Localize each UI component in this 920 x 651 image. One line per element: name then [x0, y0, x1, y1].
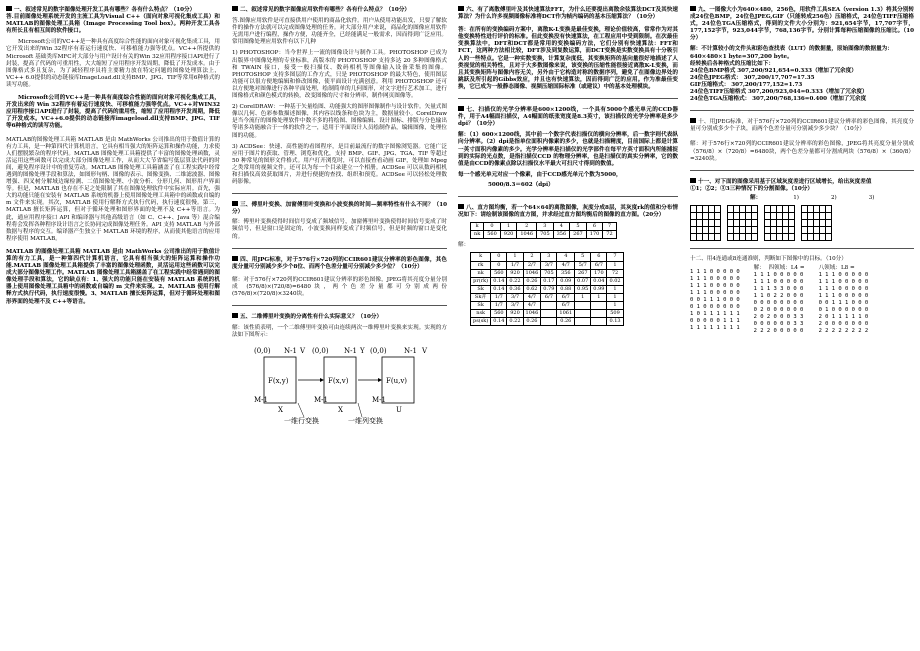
table-cell — [575, 318, 591, 326]
grid-cell — [752, 205, 758, 212]
square-bullet-icon — [690, 118, 696, 123]
grid-row — [728, 226, 758, 233]
region-label-1: 1) — [793, 194, 799, 201]
table-row — [471, 269, 624, 277]
question-4-title — [232, 256, 447, 271]
table-cell: 3/7 — [507, 302, 523, 310]
question-1-text: 一、叙述常见的数字图像处理开发工具有哪些？各有什么特点？（10分） — [14, 7, 196, 13]
question-8-solve-label: 解： — [458, 242, 470, 249]
table-row — [471, 318, 624, 326]
question-7-text: 七、扫描仪的光学分辨率是600×1200线，一个具有5000个感光单元的CCD器件，用于A4幅面扫描仪，A4幅面的纸张宽度是8.3英寸，该扫描仪的光学分辨率是多少dpi？（10分） — [458, 107, 678, 128]
label-top-n1: N-1 — [284, 347, 297, 356]
grid-cell — [752, 226, 758, 233]
grid-row — [765, 219, 795, 226]
table-cell: 0 — [484, 223, 501, 231]
equalization-table — [470, 252, 624, 326]
region-grid — [764, 205, 795, 241]
label-top-n1-right: N-1 — [404, 347, 417, 356]
question-9-line-2: 24位色JPEG格式： 307,200/17,707=17.35 — [690, 74, 815, 81]
table-cell: rk — [471, 261, 491, 269]
label-m1-left: M-1 — [254, 396, 268, 405]
grid-row — [691, 226, 721, 233]
question-1-matlab: MATLAB的图像处理工具箱 MATLAB 是由 MathWorks 公司推出的用于数值计算的有力工具，是一种第四代计算机语言，它具有相当强大的矩阵运算和操作功能，力求使人们摆脱繁杂的程序代码。MATLAB 图像处理工具箱提供了丰富的图像处理函数，灵活运用这些函数可以完成大部分图像处理工作，从而大大节省编写低层算法代码的时间，避免程序设计中的重复劳动。MATLAB 图像处理工具箱涵盖了在工程实践中经常遇到的图像处理手段和算法，如图形句柄、图像的表示、图像变换、二维滤波器、图像增强、四叉树分解域边缘检测、二值图像处理、小波分析、分形几何、图形用户界面等。但是，MATLAB 也存在不足之处限制了其在图像处理软件中实际应用。首先，强大的功能只能在安装有 MATLAB 系统的机器上使用图像处理工具箱中的函数或自编的 m 文件来实现。其次，MATLAB 使用行解释方式执行代码，执行速度很慢。第三，MATLAB 擅长矩阵运算，但对于循环处理和图形界面的处理不及 C++等语言。为此，通应用程序接口 API 和编译器与其他高级语言（如 C、C++、Java 等）混合编程将会发挥各种程序设计语言之长协同完成图像处理任务。API 支持 MATLAB 与外部数据与程序的交互。编译器产生独立于 MATLAB 环境的程序，从而使其他语言的应用程序使用 MATLAB。 — [6, 136, 220, 242]
question-9-answer-2: 640×480×1 byte=307,200 byte。 — [690, 53, 793, 60]
grid-cell — [826, 212, 832, 219]
table-cell: Sk — [471, 285, 491, 293]
table-cell: 0.22 — [507, 277, 523, 285]
table-cell: 0.79 — [541, 285, 557, 293]
table-row — [471, 302, 624, 310]
table-cell: 5/7 — [575, 261, 591, 269]
table-cell — [575, 310, 591, 318]
label-u: U — [396, 406, 402, 415]
square-bullet-icon — [232, 256, 238, 261]
table-cell — [591, 318, 607, 326]
question-10-text: 十、用JPEG标准，对于576行×720列的CCIR601建议分辨率的彩色图像，其亮度分量可分别成多少个子块，而两个色差分量可分别减少多少块？（10分） — [690, 119, 914, 133]
table-cell: 1 — [607, 285, 623, 293]
table-cell: 3 — [541, 253, 557, 261]
table-cell: 1046 — [523, 310, 541, 318]
table-cell: 0.88 — [557, 285, 575, 293]
separability-diagram — [232, 345, 447, 428]
table-cell: 0.22 — [507, 318, 523, 326]
table-cell: 1 — [607, 261, 623, 269]
table-cell: 0.14 — [491, 318, 507, 326]
region-label-3: 3) — [868, 194, 875, 201]
question-9-line-4: 24位色TIFF压缩格式 307,200/923,044=0.333（增加了冗余度） — [690, 89, 868, 96]
table-cell: 1/7 — [507, 261, 523, 269]
grid-cell — [789, 226, 795, 233]
table-cell: 0.14 — [491, 277, 507, 285]
table-cell: 0.36 — [507, 285, 523, 293]
gray-level-table — [470, 222, 617, 239]
grid-cell — [715, 205, 721, 212]
region-label-2: 2) — [830, 194, 837, 201]
grid-row — [802, 226, 832, 233]
table-cell — [541, 302, 557, 310]
question-6-text: 六、有了离散傅里叶及其快速算法FFT，为什么还要提出离散余弦算法DCT及其快速算法？为什么许多视频图像标准将DCT作为帧内编码的基本压缩算法？（10分） — [458, 7, 678, 21]
table-cell: 560 — [491, 310, 507, 318]
divider — [232, 248, 447, 249]
table-cell: 356 — [557, 269, 575, 277]
grid-row — [728, 205, 758, 212]
question-2-intro: 答.图像应用软件是可直接供用户使用的商品化软件。用户从使用功能出发，只要了解软件的操作方法就可以完成图像处理的任务。对大部分用户来说，商品化的图像应用软件无需用户进行编程，操作方便，功能齐全，已经能满足一般需求，因而得到广泛应用。常用图像处理应用软件有以下几种 — [232, 18, 447, 46]
table-row — [471, 277, 624, 285]
table-cell: 4/7 — [523, 293, 541, 301]
grid-row — [765, 233, 795, 240]
table-cell: 1/7 — [491, 302, 507, 310]
table-cell: 509 — [607, 310, 623, 318]
label-top-mid-origin: (0,0) — [312, 347, 329, 356]
grid-row — [765, 226, 795, 233]
question-11-labels — [690, 195, 914, 202]
table-cell: 6/7 — [557, 293, 575, 301]
label-fxy: F(x,y) — [268, 377, 289, 386]
question-9-line-5: 24位色TGA压缩格式： 307,200/768,136=0.400（增加了冗余度 — [690, 96, 867, 103]
question-5-text: 五、二维傅里叶变换的分离性有什么实际意义？（10分） — [240, 314, 383, 321]
label-x-left: X — [278, 406, 283, 415]
square-bullet-icon — [458, 6, 464, 11]
question-8-text: 八、直方图均衡，若一个64×64的离散图像，灰度分成8层，其灰度rk的值和分布情况如下：请绘制该图像的直方图，并求经过直方图均衡后的图像的直方图。（20分） — [458, 204, 678, 219]
question-3-text: 三、傅里叶变换、加窗傅里叶变换和小波变换的时间—频率特性有什么不同？（10 分） — [232, 202, 447, 216]
l8-block — [819, 265, 869, 335]
table-cell: 3 — [537, 223, 554, 231]
grid-cell — [826, 226, 832, 233]
column-1 — [6, 6, 220, 306]
grid-row — [728, 233, 758, 240]
grid-cell — [715, 219, 721, 226]
question-2-title — [232, 6, 447, 14]
table-cell — [541, 310, 557, 318]
table-cell: 705 — [537, 231, 554, 239]
question-4-text: 四、用JPG标准，对于576行×720列的CCIR601建议分辨率的彩色图像，其色度分量可分别减少多少个8位、而两个色差分量可分别减少多少位？（10分） — [232, 256, 447, 270]
grid-row — [802, 233, 832, 240]
table-cell: 267 — [575, 269, 591, 277]
question-6-answer: 答：在所有的变换编码方案中，离散K-L变换是最佳变换，理论价值较高，常常作为对其他变换特性进行评价的标准。但此变换没有快速算法，在工程应用中受到限制。在次最佳变换算法中，DFT和DCT都是常用的变换编码方法，它们分别有快速算法：FFT和FCT，这两种方法相比较，DFT涉及到复数运算，而DCT变换是实数变换具有十分吸引人的一些特点。它是一种实数变换，计算复杂度低，其变换矩阵的基向量很好地描述了人类视觉的相关特性，且对于大多数图像来说，该变换的压缩性能很接近离散K-L变换，而且其变换矩阵与图像内容无关，另外由于它构造对称的数据序列，避免了在图像边界处的跳跃及所引起的Gibbs效应，并且也有快速算法，因而得到广泛的应用。作为准最佳变换，它已成为一般静态图像、视频压缩国际标准（或建议）中的基本处理模块。 — [458, 27, 678, 90]
table-cell: ps(sk) — [471, 318, 491, 326]
table-cell: 0.26 — [523, 318, 541, 326]
question-10-answer: 解：对于576行×720列的CCIR601建议分辨率的彩色图像，JPEG将其亮度分量分别成（576/8）×（720/8）=6480块，两个色差分量都可分割成两块（576/8）×（360/8）=3240块。 — [690, 141, 914, 162]
table-cell: 5 — [570, 223, 587, 231]
caption-column-transform: 一维列变换 — [348, 417, 383, 426]
table-cell: k — [471, 223, 484, 231]
l8-matrix: 1 1 1 0 0 0 0 0 1 1 1 0 0 0 0 0 1 1 1 0 0 0 0 0 1 1 1 0 0 0 0 0 0 0 1 1 1 0 0 0 0 1 0 0 0 0 0 0 2 0 1 1 1 1 1 0 2 0 0 0 0 0 0 0 2 2 2 2 2 2 2 2 — [818, 272, 869, 335]
l4-matrix: 1 1 1 0 0 0 0 0 1 1 1 0 0 0 0 0 1 1 1 3 3 0 0 0 1 1 0 2 2 0 0 0 0 0 0 0 0 0 0 0 0 2 0 0 0 0 0 0 2 0 2 0 0 0 3 3 0 0 0 0 0 0 3 3 2 2 2 0 0 0 0 0 — [753, 272, 804, 335]
table-cell: 1 — [500, 223, 517, 231]
table-cell: 6/7 — [591, 261, 607, 269]
table-cell: 560 — [484, 231, 501, 239]
divider — [458, 196, 678, 197]
table-cell: 920 — [507, 269, 523, 277]
question-1-matlab-bold: MATLAB 的图像处理工具箱 MATLAB 是由 MathWorks 公司推出的用于数值计算的有力工具，是一种第四代计算机语言，它具有相当强大的矩阵运算和操作功能.MATLAB 图像处理工具箱提供了丰富的图像处理函数，灵活运用这些函数可以完成大部分图像处理工作。MATLAB 图像处理工具箱涵盖了在工程实践中经常遇到的图像处理手段和算法，它的缺点有：1、强大的功能只能在安装有 MATLAB 系统的机器上使用图像处理工具箱中的函数或自编的 m 文件来实现。2、MATLAB 使用行解释方式执行代码，执行速度很慢。3、MATLAB 擅长矩阵运算，但对于循环处理和图形界面的处理不及 C++等语言。 — [6, 248, 220, 305]
table-cell: 4/7 — [557, 261, 575, 269]
table-cell: 0.09 — [557, 277, 575, 285]
table-cell: 0.26 — [523, 277, 541, 285]
question-2-text: 二、叙述常见的数字图像应用软件有哪些？各有什么特点？（10分） — [240, 7, 411, 13]
table-cell: 0.17 — [541, 277, 557, 285]
table-cell: 705 — [541, 269, 557, 277]
label-top-n1-mid: N-1 — [344, 347, 357, 356]
grid-row — [802, 205, 832, 212]
table-row — [471, 261, 624, 269]
question-12-title: 十二、用4连通或8连通准则，判断如下图像中的目标。（10分） — [690, 255, 847, 262]
grid-row — [802, 212, 832, 219]
label-top-v1: V — [300, 347, 306, 356]
grid-row — [765, 212, 795, 219]
table-cell: 0.14 — [491, 285, 507, 293]
square-bullet-icon — [690, 6, 696, 11]
table-cell: 920 — [500, 231, 517, 239]
question-9-answer-1: 解：不计算较小的文件头和彩色查找表（LUT）的数据量，原始图像的数据量为： — [690, 46, 893, 53]
table-cell: nsk — [471, 310, 491, 318]
divider — [232, 305, 447, 306]
divider — [232, 193, 447, 194]
l4-title: 四领域：L4 = — [768, 265, 805, 272]
question-9-text: 九、一图像大小为640×480，256色，用软件工具SEA（version 1.3）将其分别转成24位色BMP，24位色JPEG,GIF（只能转成256色）压缩格式，24位色TIFF压缩格式，24位色TGA压缩格式，得到的文件大小分别为：921,654字节，17,707字节，177,152字节，923,044字节，768,136字节。分别计算每种压缩图像的压缩比。（10分） — [690, 7, 914, 42]
table-cell: 0.02 — [607, 277, 623, 285]
table-cell: 6 — [586, 223, 603, 231]
divider — [690, 170, 914, 171]
table-cell: 72 — [603, 231, 616, 239]
table-cell — [575, 302, 591, 310]
arrow-2-head-icon — [378, 378, 382, 382]
divider — [690, 248, 914, 249]
table-cell: 0 — [491, 253, 507, 261]
column-2 — [232, 6, 447, 428]
question-9-line-1: 24位色BMP格式 307,200/921,654=0.333（增加了冗余度） — [690, 67, 857, 74]
separability-diagram-svg — [232, 345, 442, 425]
grid-cell — [752, 212, 758, 219]
table-cell: 0.99 — [591, 285, 607, 293]
table-cell: 267 — [570, 231, 587, 239]
table-cell: 170 — [586, 231, 603, 239]
divider — [690, 110, 914, 111]
grid-cell — [715, 233, 721, 240]
question-2-acdsee: 3) ACDSee：快速、高性能的看图程序，是目前最流行的数字图像浏览器。它能广泛应用于图片的获取、管理、浏览和优化，支持 BMP、GIF、JPG、TGA、TIF 等超过 50 种常见的图形文件格式。用户打开浏览时，可以直接查看动画 GIF，处理如 Mpeg 之类常用的视频文件。还可以为每一个目录建立一个相册。ACDSee 可以从数码相机和扫描仪高效获取图片，并进行便捷的查找、组织和预览。ACDSee 可以轻松处理数码影像。 — [232, 143, 447, 186]
table-cell: nk — [471, 231, 484, 239]
question-7-title — [458, 106, 678, 128]
question-3-title — [232, 201, 447, 216]
region-grid — [801, 205, 832, 241]
question-11-title — [690, 178, 914, 186]
table-cell: nk — [471, 269, 491, 277]
table-cell: 72 — [607, 269, 623, 277]
table-cell: 1 — [607, 302, 623, 310]
grid-row — [802, 219, 832, 226]
table-row — [471, 253, 624, 261]
grid-cell — [826, 219, 832, 226]
table-row — [471, 293, 624, 301]
table-cell: 920 — [507, 310, 523, 318]
table-row — [471, 223, 617, 231]
grid-row — [728, 212, 758, 219]
table-cell: 1 — [575, 293, 591, 301]
question-8-title — [458, 204, 678, 219]
square-bullet-icon — [458, 106, 464, 111]
table-cell — [591, 310, 607, 318]
square-bullet-icon — [690, 178, 696, 183]
table-cell: 0.62 — [523, 285, 541, 293]
question-9-title — [690, 6, 914, 42]
l4-block — [754, 265, 805, 335]
column-3 — [458, 6, 678, 329]
caption-pointer-right — [358, 403, 362, 417]
label-top-right-origin: (0,0) — [370, 347, 387, 356]
question-9-line-3: GIF压缩格式： 307,200/177,152=1.73 — [690, 81, 803, 88]
table-cell — [591, 302, 607, 310]
table-row — [471, 285, 624, 293]
question-2-coreldraw: 2) CorelDRAW：一种基于矢量绘图、功能强大的图形图像制作与设计软件。矢量式图像以几何、色彩参数描述图像，其内容以线条和色块为主，数据量较小。CorelDraw 是当今流行的图像处理软件中数不多的将绘图、图像编辑、设计图标、排版与分色输出等诸多功能融合于一体的软件之一，适用于平面设计人员绘制作品，编辑图像，处理位图的功能。 — [232, 104, 447, 139]
grid-cell — [789, 205, 795, 212]
question-1-vc-bold: Microsoft公司的VC++是一种具有高度综合性能的面向对象可视化集成工具，开发出来的 Win 32程序有着运行速度快、可移植能力强等优点。VC++对WIN32应用程序接口API进行了封装，提高了代码的重用性，缩短了应用程序开发周期，降低了开发成本。VC++6.0提供的动态链接库imageload.dll支持BMP、JPG、TIF等6种格式的读写功能。 — [6, 95, 220, 130]
table-cell: 7 — [607, 253, 623, 261]
grid-cell — [789, 212, 795, 219]
table-cell: 0.26 — [557, 318, 575, 326]
region-grid — [727, 205, 758, 241]
table-cell: 1046 — [517, 231, 537, 239]
question-4-answer: 解：对于576行×720列的CCIR601建议分辨率的彩色图像，JPEG将其亮度分量分别成 (576/8)×(720/8)=6480块，两个色差分量都可分别成两份 (576/8)×(720/8)×3240块。 — [232, 276, 447, 297]
table-cell: Sk并 — [471, 293, 491, 301]
table-cell: 5 — [575, 253, 591, 261]
caption-row-transform: 一维行变换 — [284, 417, 319, 426]
grid-row — [765, 205, 795, 212]
table-cell: 7 — [603, 223, 616, 231]
question-12-solve: 解： — [753, 265, 765, 272]
question-7-formula: 5000/8.3＝602（dpi） — [488, 181, 554, 188]
grid-cell — [715, 212, 721, 219]
table-cell: 2/7 — [523, 261, 541, 269]
table-cell: 1 — [507, 253, 523, 261]
label-top-y: Y — [360, 347, 365, 356]
square-bullet-icon — [232, 313, 238, 318]
region-grid — [690, 205, 721, 241]
table-cell: 356 — [553, 231, 570, 239]
arrow-1-head-icon — [320, 378, 324, 382]
grid-cell — [715, 226, 721, 233]
table-cell: 1 — [607, 293, 623, 301]
table-cell: pr(rk) — [471, 277, 491, 285]
label-m1-mid: M-1 — [314, 396, 328, 405]
table-row — [471, 231, 617, 239]
table-cell: 3/7 — [507, 293, 523, 301]
question-7-answer: 解：（1）600×1200线，其中前一个数字代表扫描仪的横向分辨率，后一数字则代表纵向分辨率。（2）dpi是指单位面积内像素的多少，也就是扫描精度，目前国际上都是计算一英寸面积内像素的多少。光学分辨率是扫描仪的光学部件在每平方英寸面积内所能捕捉到的实际的光点数，是指扫描仪CCD 的物理分辨率，也是扫描仪的真实分辨率，它的数值是由CCD的像素点除以扫描仪水平最大可扫尺寸得到的数值。 — [458, 132, 678, 167]
connectivity-matrices — [690, 265, 914, 335]
question-5-answer: 解：该性质表明，一个二维傅里叶变换可由连续两次一维傅里叶变换来实现。实现的方法如下图所示： — [232, 325, 447, 339]
table-cell: 2 — [517, 223, 537, 231]
table-cell: 4/7 — [523, 302, 541, 310]
label-fuv: F(u,v) — [386, 377, 408, 386]
caption-pointer-left — [298, 403, 304, 417]
l8-title: 八领域：L8 = — [818, 265, 855, 272]
column-4 — [690, 6, 914, 335]
question-2-photoshop: 1) PHOTOSHOP：当今世界上一流的图像设计与制作工具。PHOTOSHOP 已成为出版界中图像处理的专业标准，高版本的 PHOTOSHOP 支持多达 20 多种图像格式和 TWAIN 接口，接受一般扫描仪、数码相机等图像输入设备采集的图像。PHOTOSHOP 支持多图层的工作方式，只是 PHOTOSHOP 的最大特色，使用图层功能可以很方便地编辑和修改图像，使平面设计充满创意。利用 PHOTOSHOP 还可以方便地对图像进行各种平面处理，绘制简单的几何图形，对文字进行艺术加工，进行图像格式和颜色模式的转换，改变图像的尺寸和分辨率，制作网页图像等。 — [232, 50, 447, 100]
table-row — [471, 310, 624, 318]
table-cell: 3/7 — [541, 261, 557, 269]
label-m1-right: M-1 — [372, 396, 386, 405]
square-bullet-icon — [458, 204, 464, 209]
table-cell: k — [471, 253, 491, 261]
grid-row — [691, 219, 721, 226]
grid-cell — [789, 233, 795, 240]
question-9-answer-3: 经转换后各种格式的压缩比如下： — [690, 60, 774, 67]
question-11-solve: 解： — [750, 194, 762, 201]
question-11-sub: ①1；②2；③3三种情况下的分割图像。（10分） — [690, 185, 813, 192]
question-6-title — [458, 6, 678, 21]
grid-row — [728, 219, 758, 226]
grid-cell — [826, 205, 832, 212]
square-bullet-icon — [232, 6, 238, 11]
label-fxv: F(x,v) — [328, 377, 349, 386]
table-cell: 4 — [557, 253, 575, 261]
divider — [458, 98, 678, 99]
square-bullet-icon — [6, 6, 12, 11]
grid-row — [691, 233, 721, 240]
table-cell: 6/7 — [541, 293, 557, 301]
table-cell: 4 — [553, 223, 570, 231]
table-cell: 0.95 — [575, 285, 591, 293]
question-1-intro: 答.目前图像处理系统开发的主流工具为Visual C++（面向对象可视化集成工具）和 MATLAB的图像处理工具箱（Image Processing Tool box）。两种开发工具各有所长且有相互间的软件接口。 — [6, 14, 220, 35]
table-cell: 1 — [591, 293, 607, 301]
table-cell: 560 — [491, 269, 507, 277]
input-matrix: 1 1 1 0 0 0 0 0 1 1 1 0 0 0 0 0 1 1 1 0 0 0 0 0 1 1 1 0 0 0 0 0 0 0 1 1 1 0 0 0 0 1 0 0 0 0 0 0 1 0 1 1 1 1 1 1 0 0 0 0 0 1 1 1 1 1 1 1 1 1 1 1 — [690, 269, 740, 332]
table-cell: 0.07 — [575, 277, 591, 285]
label-top-left-origin: (0,0) — [254, 347, 271, 356]
table-cell — [541, 318, 557, 326]
table-cell: 0 — [491, 261, 507, 269]
region-growing-grids — [690, 205, 914, 241]
grid-cell — [752, 233, 758, 240]
grid-cell — [752, 219, 758, 226]
table-cell: 0.13 — [607, 318, 623, 326]
grid-row — [691, 205, 721, 212]
label-x-mid: X — [338, 406, 343, 415]
label-top-v2: V — [422, 347, 428, 356]
table-cell: 0.04 — [591, 277, 607, 285]
table-cell: Sk — [471, 302, 491, 310]
question-11-text: 十一、对下面的图像采用基于区域灰度差进行区域增长，给出灰度差值 — [698, 178, 872, 185]
question-7-line2: 每一个感光单元对应一个像素，由于CCD感光单元个数为5000， — [458, 171, 622, 178]
table-cell: 6 — [591, 253, 607, 261]
square-bullet-icon — [232, 201, 238, 206]
question-3-answer: 解：傅里叶变换使得时间信号变成了频域信号，加窗傅里叶变换使得时间信号变成了时频信号，但是窗口是固定的，小波变换同样变成了时频信号，但是时频的窗口是变化的。 — [232, 219, 447, 240]
question-1-title — [6, 6, 220, 14]
table-cell: 170 — [591, 269, 607, 277]
question-10-title — [690, 118, 914, 133]
grid-cell — [826, 233, 832, 240]
grid-cell — [789, 219, 795, 226]
table-cell: 1046 — [523, 269, 541, 277]
table-cell: 1061 — [557, 310, 575, 318]
grid-row — [691, 212, 721, 219]
question-5-title — [232, 313, 447, 321]
table-cell: 1/7 — [491, 293, 507, 301]
table-cell: 6/7 — [557, 302, 575, 310]
table-cell: 2 — [523, 253, 541, 261]
question-1-vc: Microsoft公司的VC++是一种具有高度综合性能的面向对象可视化集成工具，用它开发出来的Win 32程序有着运行速度快、可移植能力强等优点。VC++所提供的Microsoft 基础类库MFC对大部分与用户设计有关的Win 32应用程序接口API进行了封装，提高了代码的可重用性，大大缩短了应用程序开发周期，降低了开发成本。由于图像格式多且复杂，为了减轻程序员将主要精力放在特定问题的图像处理算法上，VC++ 6.0提供的动态链接库ImageLoad.dll支持BMP、JPG、TIF等常用6种格式的读写功能。 — [6, 39, 220, 88]
